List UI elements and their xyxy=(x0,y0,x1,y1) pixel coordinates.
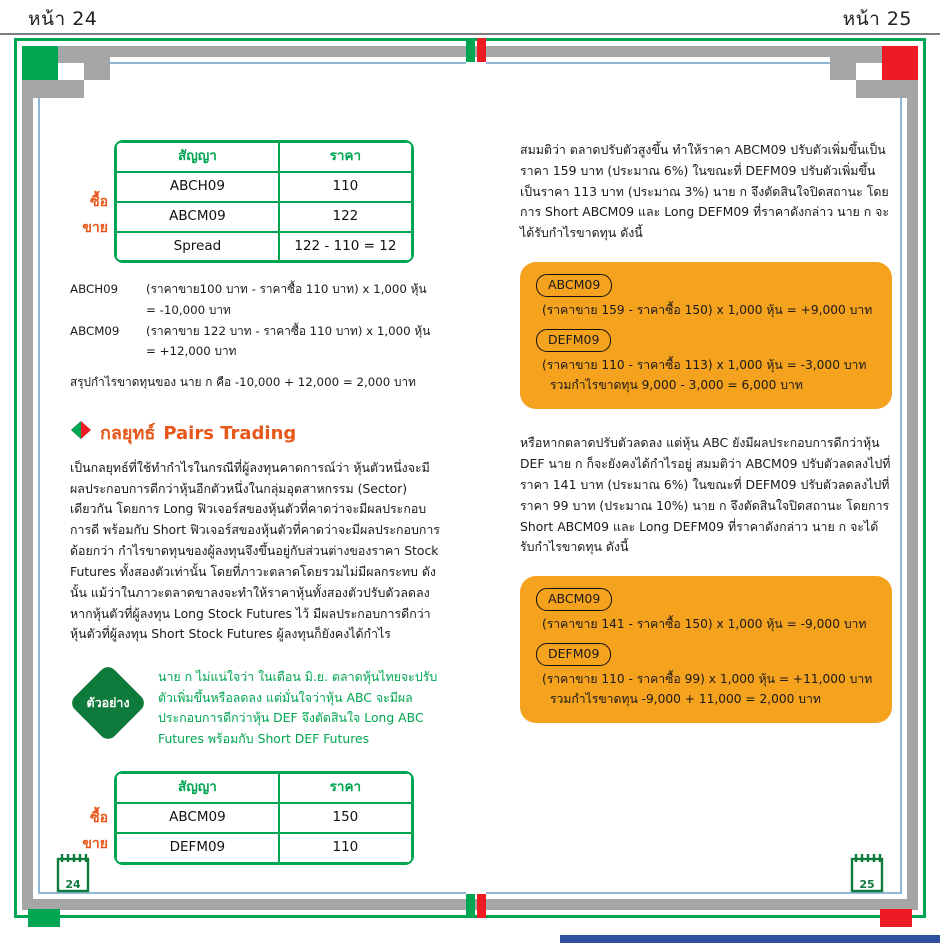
contract-price-table-top xyxy=(70,140,442,263)
label-buy: ซื้อ xyxy=(90,193,108,210)
calc-expression: (ราคาขาย 122 บาท - ราคาซื้อ 110 บาท) x 1,000 หุ้น xyxy=(146,323,431,338)
bottom-block-green xyxy=(28,909,60,927)
page-tab-right xyxy=(850,853,884,893)
result-line: (ราคาขาย 110 - ราคาซื้อ 99) x 1,000 หุ้น = +11,000 บาท xyxy=(542,672,873,687)
corner-motif-top-right xyxy=(798,46,918,134)
label-sell: ขาย xyxy=(82,835,108,852)
contract-pill: ABCM09 xyxy=(536,588,612,611)
calc-row xyxy=(70,279,442,300)
result-box-up-market xyxy=(520,262,892,409)
contract-pill: DEFM09 xyxy=(536,329,611,352)
bottom-blue-bar xyxy=(560,935,940,943)
page-number-right: 25 xyxy=(859,878,875,891)
bottom-block-red xyxy=(880,909,912,927)
calc-result: = +12,000 บาท xyxy=(146,344,237,359)
strategy-title-thai: กลยุทธ์ xyxy=(100,422,156,444)
header-price: ราคา xyxy=(279,773,412,803)
table-row xyxy=(116,803,412,833)
contract-pill: ABCM09 xyxy=(536,274,612,297)
result-total: รวมกำไรขาดทุน 9,000 - 3,000 = 6,000 บาท xyxy=(550,377,803,392)
calc-row xyxy=(70,321,442,342)
calc-summary: สรุปกำไรขาดทุนของ นาย ก คือ -10,000 + 12,000 = 2,000 บาท xyxy=(70,375,416,389)
header-price: ราคา xyxy=(279,142,412,172)
label-buy: ซื้อ xyxy=(90,809,108,826)
profit-calculation xyxy=(70,279,442,392)
result-line: (ราคาขาย 159 - ราคาซื้อ 150) x 1,000 หุ้น = +9,000 บาท xyxy=(542,303,873,318)
folio-right: หน้า 25 xyxy=(842,8,912,30)
corner-motif-top-left xyxy=(22,46,142,134)
strategy-heading xyxy=(70,419,442,448)
table-row xyxy=(116,833,412,863)
cell-spread-label: Spread xyxy=(116,232,279,262)
cell-price: 110 xyxy=(279,172,412,202)
contract-price-table-bottom xyxy=(70,771,442,865)
result-line: (ราคาขาย 110 - ราคาซื้อ 113) x 1,000 หุ้น = -3,000 บาท xyxy=(542,358,867,373)
result-box-down-market xyxy=(520,576,892,723)
label-sell: ขาย xyxy=(82,219,108,236)
example-badge-label: ตัวอย่าง xyxy=(86,695,130,711)
calc-result: = -10,000 บาท xyxy=(146,303,231,318)
table-row-header xyxy=(116,773,412,803)
cell-spread-value: 122 - 110 = 12 xyxy=(279,232,412,262)
cell-price: 122 xyxy=(279,202,412,232)
strategy-title-english: Pairs Trading xyxy=(163,422,297,444)
page-number-left: 24 xyxy=(65,878,81,891)
cell-price: 110 xyxy=(279,833,412,863)
table-row xyxy=(116,202,412,232)
right-paragraph-2: หรือหากตลาดปรับตัวลดลง แต่หุ้น ABC ยังมีผลประกอบการดีกว่าหุ้น DEF นาย ก ก็จะยังคงได้กำไรอยู่ สมมติว่า ABCM09 ปรับตัวลดลงไปที่ราคา 141 บาท (ประมาณ 6%) ในขณะที่ DEFM09 ปรับตัวลดลงไปที่ราคา 99 บาท (ประมาณ 10%) นาย ก จึงตัดสินใจปิดสถานะ โดยการ Short ABCM09 และ Long DEFM09 ที่ราคาดังกล่าว นาย ก จะได้รับกำไรขาดทุน ดังนี้ xyxy=(520,435,891,555)
result-total: รวมกำไรขาดทุน -9,000 + 11,000 = 2,000 บาท xyxy=(550,691,821,706)
calc-contract-tag: ABCH09 xyxy=(70,282,119,297)
cell-contract: ABCH09 xyxy=(116,172,279,202)
cell-contract: DEFM09 xyxy=(116,833,279,863)
left-column xyxy=(70,140,442,881)
diamond-bullet-icon xyxy=(70,420,92,446)
example-badge-icon xyxy=(70,665,146,741)
calc-contract-tag: ABCM09 xyxy=(70,323,120,338)
strategy-body-paragraph: เป็นกลยุทธ์ที่ใช้ทำกำไรในกรณีที่ผู้ลงทุนคาดการณ์ว่า หุ้นตัวหนึ่งจะมีผลประกอบการดีกว่าหุ้นอีกตัวหนึ่งในกลุ่มอุตสาหกรรม (Sector) เดียวกัน โดยการ Long ฟิวเจอร์สของหุ้นตัวที่คาดว่าจะมีผลประกอบการดี พร้อมกับ Short ฟิวเจอร์สของหุ้นตัวที่คาดว่าจะมีผลประกอบการด้อยกว่า กำไรขาดทุนของผู้ลงทุนจึงขึ้นอยู่กับส่วนต่างของราคา Stock Futures ทั้งสองตัวเท่านั้น โดยที่ภาวะตลาดโดยรวมไม่มีผลกระทบ ดังนั้น แม้ว่าในภาวะตลาดขาลงจะทำให้ราคาหุ้นทั้งสองตัวปรับตัวลดลง หากหุ้นตัวที่ผู้ลงทุน Long Stock Futures ไว้ มีผลประกอบการดีกว่าหุ้นตัวที่ผู้ลงทุน Short Stock Futures ผู้ลงทุนก็ยังคงได้กำไร xyxy=(70,459,440,642)
header-rule xyxy=(0,33,940,35)
cell-contract: ABCM09 xyxy=(116,202,279,232)
table-bottom-row-labels xyxy=(70,771,114,865)
table-row xyxy=(116,172,412,202)
example-text: นาย ก ไม่แน่ใจว่า ในเดือน มิ.ย. ตลาดหุ้นไทยจะปรับตัวเพิ่มขึ้นหรือลดลง แต่มั่นใจว่าหุ้น ABC จะมีผลประกอบการดีกว่าหุ้น DEF จึงตัดสินใจ Long ABC Futures พร้อมกับ Short DEF Futures xyxy=(158,669,438,746)
folio-left: หน้า 24 xyxy=(28,8,98,30)
center-gutter xyxy=(466,38,486,918)
result-line: (ราคาขาย 141 - ราคาซื้อ 150) x 1,000 หุ้น = -9,000 บาท xyxy=(542,617,867,632)
calc-expression: (ราคาขาย100 บาท - ราคาซื้อ 110 บาท) x 1,000 หุ้น xyxy=(146,282,427,297)
example-callout xyxy=(70,665,442,749)
table-row-header xyxy=(116,142,412,172)
table-top-row-labels xyxy=(70,140,114,263)
contract-pill: DEFM09 xyxy=(536,643,611,666)
cell-contract: ABCM09 xyxy=(116,803,279,833)
cell-price: 150 xyxy=(279,803,412,833)
header-contract: สัญญา xyxy=(116,142,279,172)
table-row xyxy=(116,232,412,262)
header-contract: สัญญา xyxy=(116,773,279,803)
right-paragraph-1: สมมติว่า ตลาดปรับตัวสูงขึ้น ทำให้ราคา ABCM09 ปรับตัวเพิ่มขึ้นเป็นราคา 159 บาท (ประมาณ 6%) ในขณะที่ DEFM09 ปรับตัวเพิ่มขึ้นเป็นราคา 113 บาท (ประมาณ 3%) นาย ก จึงตัดสินใจปิดสถานะ โดยการ Short ABCM09 และ Long DEFM09 ที่ราคาดังกล่าว นาย ก จะได้รับกำไรขาดทุน ดังนี้ xyxy=(520,142,890,241)
right-column xyxy=(520,140,892,723)
